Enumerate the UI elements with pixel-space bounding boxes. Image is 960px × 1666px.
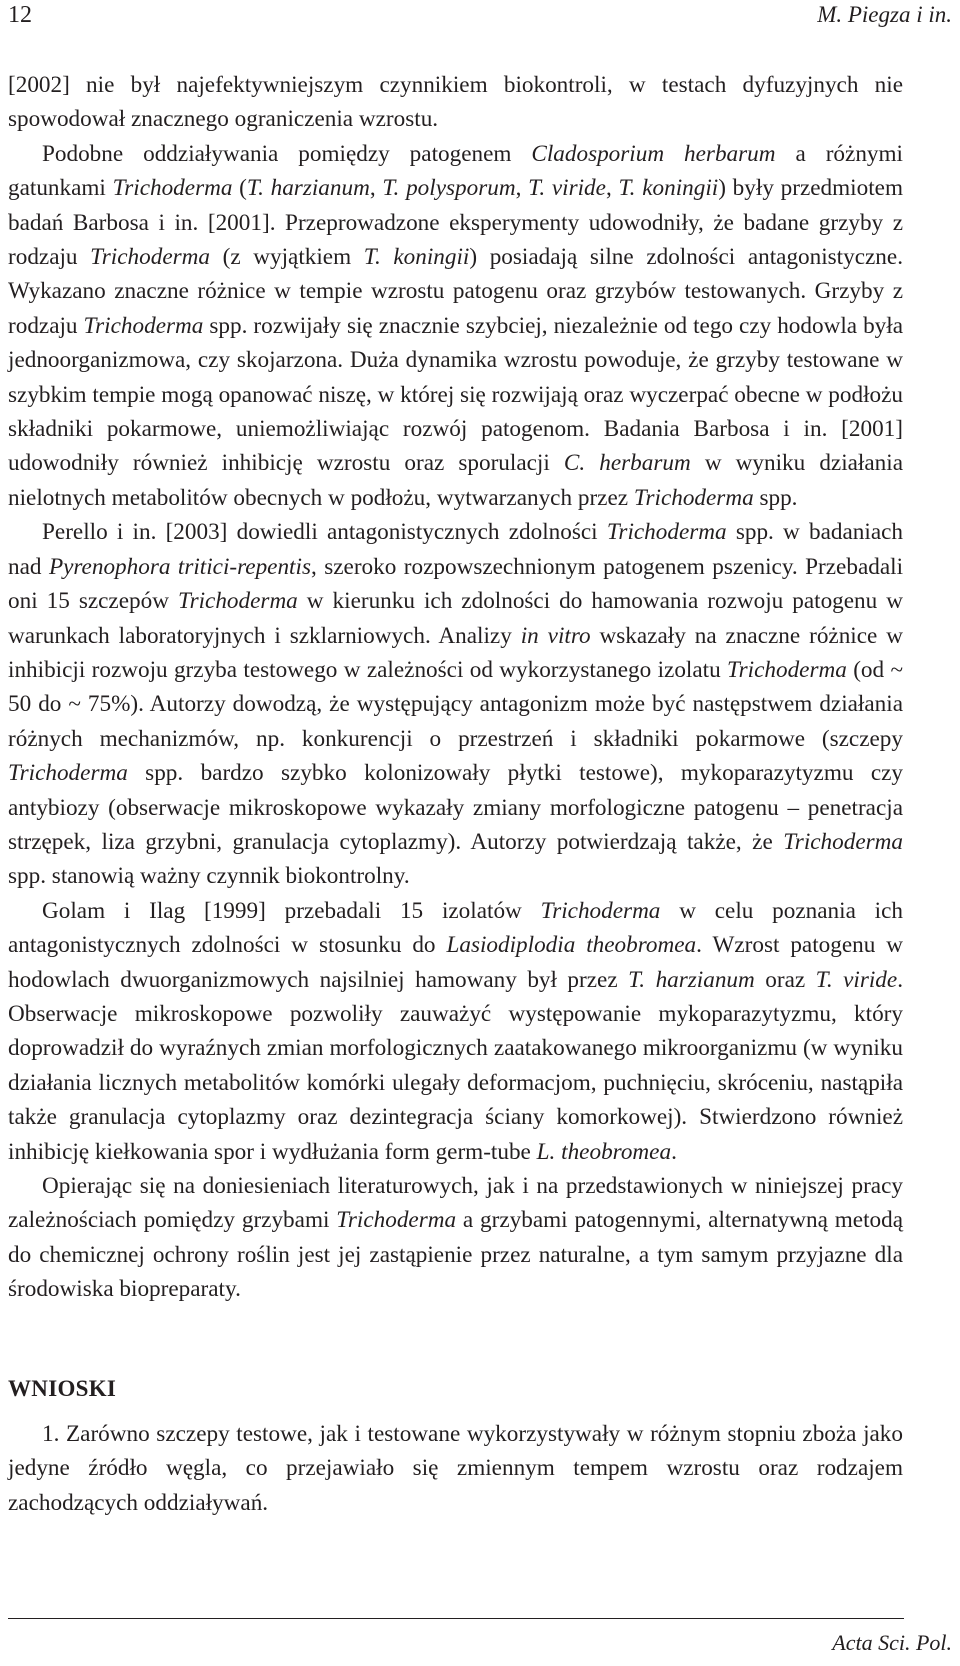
italic-term: Cladosporium herbarum xyxy=(531,140,776,167)
italic-term: T. koningii xyxy=(363,244,470,271)
italic-term: Trichoderma xyxy=(540,897,661,924)
text-run: Golam i Ilag [1999] przebadali 15 izolatów xyxy=(42,897,541,924)
italic-term: Trichoderma xyxy=(83,312,204,339)
italic-term: Trichoderma xyxy=(177,588,298,615)
footer-rule xyxy=(8,1618,904,1619)
italic-term: C. herbarum xyxy=(563,450,691,477)
text-run: (z wyjątkiem xyxy=(209,244,364,271)
text-run: Opierając się na doniesieniach literaturowych, jak i na przedstawionych w niniejszej pracy zależnościach pomiędzy grzybami xyxy=(8,1173,903,1234)
text-run: [2002] nie był najefektywniejszym czynnikiem biokontroli, w testach dyfuzyjnych nie spowodował znacznego ograniczenia wzrostu. xyxy=(8,72,903,133)
italic-term: T. viride xyxy=(528,175,606,202)
text-run: . Wzrost patogenu w hodowlach dwuorganizmowych najsilniej hamowany był przez xyxy=(8,932,903,993)
text-run: spp. rozwijały się znacznie szybciej, niezależnie od tego czy hodowla była jednoorganizmowa, czy skojarzona. Duża dynamika wzrostu powoduje, że grzyby testowane w szybkim tempie mogą opanować niszę, w której się rozwijają oraz wyczerpać obecne w podłożu składniki pokarmowe, uniemożliwiając rozwój patogenom. Badania Barbosa i in. [2001] udowodniły również inhibicję wzrostu oraz sporulacji xyxy=(8,312,904,477)
text-run: spp. xyxy=(753,484,798,511)
italic-term: Trichoderma xyxy=(112,175,233,202)
text-run: Podobne oddziaływania pomiędzy patogenem xyxy=(42,140,532,167)
text-run: Perello i in. [2003] dowiedli antagonistycznych zdolności xyxy=(42,519,607,546)
italic-term: Lasiodiplodia theobromea xyxy=(446,932,697,959)
italic-term: Trichoderma xyxy=(336,1207,457,1234)
italic-term: Trichoderma xyxy=(606,519,727,546)
text-run: , szeroko rozpowszechnionym patogenem pszenicy. Przebadali oni 15 szczepów xyxy=(8,553,904,615)
italic-term: Trichoderma xyxy=(783,828,903,855)
paragraph-2 xyxy=(8,137,903,515)
text-run: oraz xyxy=(754,966,816,993)
italic-term: T. harzianum xyxy=(246,175,370,202)
text-run: spp. bardzo szybko kolonizowały płytki testowe), mykoparazytyzmu czy antybiozy (obserwacje mikroskopowe wykazały zmiany morfologiczne patogenu – penetracja strzępek, liza grzybni, granulacja cytoplazmy). Autorzy potwierdzają także, że xyxy=(8,760,903,855)
text-run: w wyniku działania nielotnych metabolitów obecnych w podłożu, wytwarzanych przez xyxy=(8,450,903,511)
italic-term: Trichoderma xyxy=(727,656,847,683)
paragraph-5 xyxy=(8,1169,903,1307)
text-run: wskazały na znaczne różnice w inhibicji rozwoju grzyba testowego w zależności od wykorzystanego izolatu xyxy=(8,622,903,683)
italic-term: Trichoderma xyxy=(633,484,754,511)
italic-term: Pyrenophora tritici-repentis xyxy=(48,553,311,580)
paragraph-4 xyxy=(8,894,903,1169)
text-run: w celu poznania ich antagonistycznych zdolności w stosunku do xyxy=(8,897,903,959)
text-run: 1. Zarówno szczepy testowe, jak i testowane wykorzystywały w różnym stopniu zboża jako jedyne źródło węgla, co przejawiało się zmiennym tempem wzrostu oraz rodzajem zachodzących oddziaływań. xyxy=(8,1421,903,1516)
text-run: w kierunku ich zdolności do hamowania rozwoju patogenu w warunkach laboratoryjnych i szklarniowych. Analizy xyxy=(8,588,903,649)
paragraph-1 xyxy=(8,68,903,137)
text-run: spp. w badaniach nad xyxy=(8,519,903,580)
text-run: a grzybami patogennymi, alternatywną metodą do chemicznej ochrony roślin jest jej zastąpienie przez naturalne, a tym samym przyjazne dla środowiska biopreparaty. xyxy=(8,1207,903,1303)
text-run: . Obserwacje mikroskopowe pozwoliły zauważyć występowanie mykoparazytyzmu, który doprowadził do wyraźnych zmian morfologicznych zaatakowanego mikroorganizmu (w wyniku działania licznych metabolitów komórki ulegały deformacjom, puchnięciu, skróceniu, nastąpiła także granulacja cytoplazmy oraz dezintegracja ściany komorkowej). Stwierdzono również inhibicję kiełkowania spor i wydłużania form germ-tube xyxy=(8,966,903,1165)
text-run: ) posiadają silne zdolności antagonistyczne. Wykazano znaczne różnice w tempie wzrostu patogenu oraz grzybów testowanych. Grzyby z rodzaju xyxy=(8,244,903,339)
text-run: , xyxy=(605,175,619,202)
italic-term: Trichoderma xyxy=(8,760,128,787)
text-run: a różnymi gatunkami xyxy=(8,140,903,202)
text-run: , xyxy=(369,175,383,202)
running-head: M. Piegza i in. xyxy=(817,2,952,27)
text-run: spp. stanowią ważny czynnik biokontrolny. xyxy=(8,863,410,890)
section-heading: WNIOSKI xyxy=(8,1376,117,1401)
italic-term: T. polysporum xyxy=(382,175,516,202)
page-header xyxy=(8,2,952,38)
italic-term: in vitro xyxy=(520,622,591,649)
text-run: (od ~ 50 do ~ 75%). Autorzy dowodzą, że występujący antagonizm może być następstwem działania różnych mechanizmów, np. konkurencji o przestrzeń i składniki pokarmowe (szczepy xyxy=(8,656,903,752)
conclusion-item-1 xyxy=(8,1417,903,1520)
italic-term: T. harzianum xyxy=(628,966,755,993)
text-run: ) były przedmiotem badań Barbosa i in. [2001]. Przeprowadzone eksperymenty udowodniły, że badane grzyby z rodzaju xyxy=(8,175,903,271)
journal-footer: Acta Sci. Pol. xyxy=(832,1630,952,1655)
italic-term: L. theobromea xyxy=(536,1138,672,1165)
italic-term: T. koningii xyxy=(618,175,719,202)
paragraph-3 xyxy=(8,515,903,893)
text-run: , xyxy=(515,175,529,202)
body-text xyxy=(8,68,903,1307)
conclusions-list xyxy=(8,1417,903,1520)
italic-term: T. viride xyxy=(815,966,898,993)
italic-term: Trichoderma xyxy=(90,244,210,271)
page-number: 12 xyxy=(8,2,32,28)
text-run: . xyxy=(671,1138,677,1165)
text-run: ( xyxy=(232,175,247,202)
